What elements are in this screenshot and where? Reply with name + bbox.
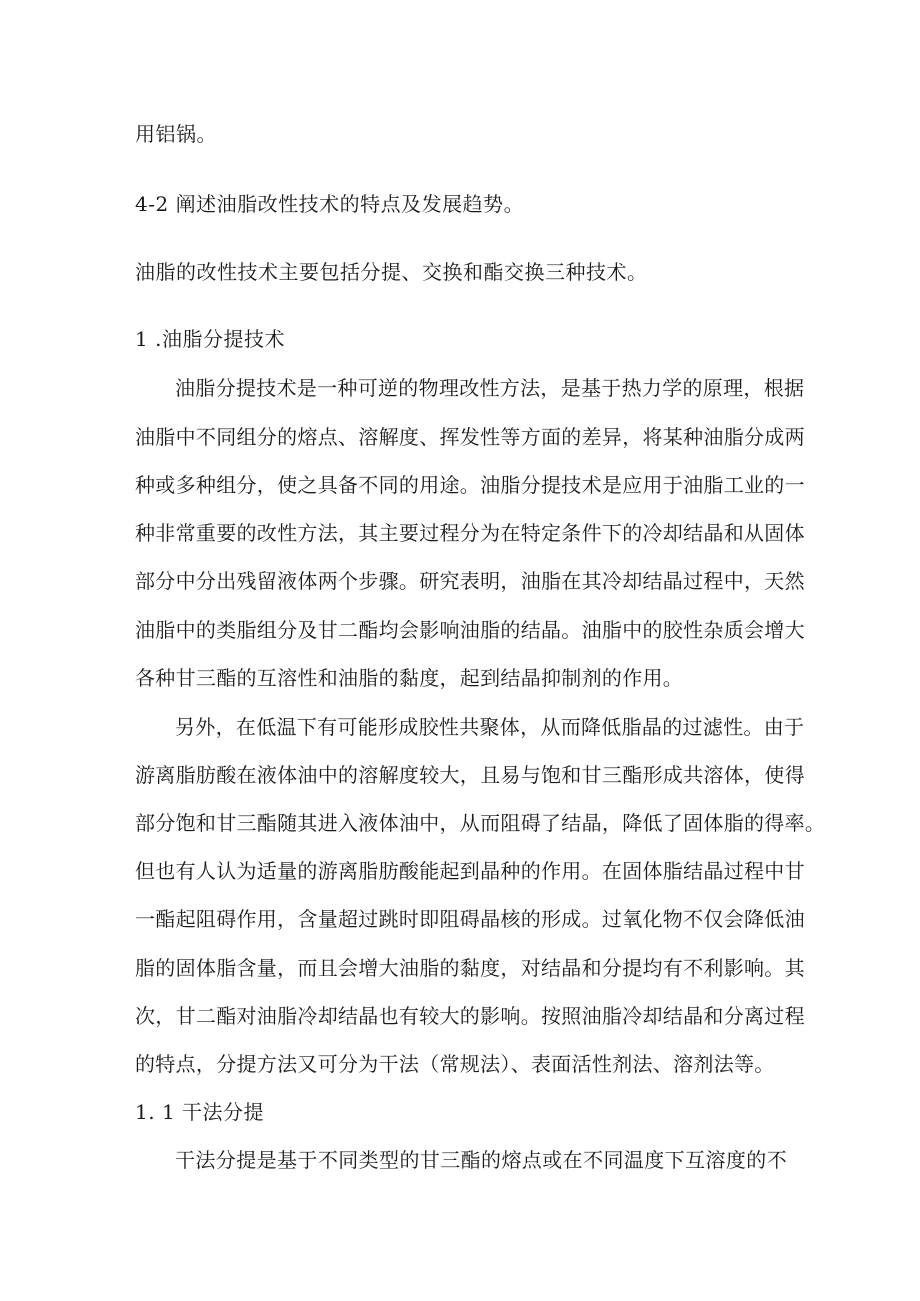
section-1-1-heading: 1. 1 干法分提 [135, 1100, 265, 1124]
paragraph-1-line: 各种甘三酯的互溶性和油脂的黏度，起到结晶抑制剂的作用。 [135, 666, 684, 690]
paragraph-1-line: 油脂中不同组分的熔点、溶解度、挥发性等方面的差异，将某种油脂分成两 [135, 425, 805, 449]
paragraph-2-line: 脂的固体脂含量，而且会增大油脂的黏度，对结晶和分提均有不利影响。其 [135, 956, 805, 980]
paragraph-2-line: 次，甘二酯对油脂冷却结晶也有较大的影响。按照油脂冷却结晶和分离过程 [135, 1004, 805, 1028]
paragraph-2-line: 一酯起阻碍作用，含量超过跳时即阻碍晶核的形成。过氧化物不仅会降低油 [135, 907, 805, 931]
paragraph-3-line: 干法分提是基于不同类型的甘三酯的熔点或在不同温度下互溶度的不 [175, 1148, 787, 1172]
paragraph-1-line: 油脂分提技术是一种可逆的物理改性方法，是基于热力学的原理，根据 [175, 376, 805, 400]
paragraph-2-line: 另外，在低温下有可能形成胶性共聚体，从而降低脂晶的过滤性。由于 [175, 715, 805, 739]
paragraph-2-line: 部分饱和甘三酯随其进入液体油中，从而阻碍了结晶，降低了固体脂的得率。 [135, 811, 826, 835]
question-heading: 4-2 阐述油脂改性技术的特点及发展趋势。 [135, 192, 525, 216]
paragraph-2-line: 的特点，分提方法又可分为干法（常规法）、表面活性剂法、溶剂法等。 [135, 1052, 775, 1076]
paragraph-1-line: 种非常重要的改性方法，其主要过程分为在特定条件下的冷却结晶和从固体 [135, 521, 805, 545]
paragraph-1-line: 部分中分出残留液体两个步骤。研究表明，油脂在其冷却结晶过程中，天然 [135, 569, 805, 593]
paragraph-1-line: 油脂中的类脂组分及甘二酯均会影响油脂的结晶。油脂中的胶性杂质会增大 [135, 618, 805, 642]
paragraph-1-line: 种或多种组分，使之具备不同的用途。油脂分提技术是应用于油脂工业的一 [135, 473, 805, 497]
summary-line: 油脂的改性技术主要包括分提、交换和酯交换三种技术。 [135, 260, 648, 284]
paragraph-2-line: 游离脂肪酸在液体油中的溶解度较大，且易与饱和甘三酯形成共溶体，使得 [135, 763, 805, 787]
intro-line: 用铝锅。 [135, 122, 217, 146]
paragraph-2-line: 但也有人认为适量的游离脂肪酸能起到晶种的作用。在固体脂结晶过程中甘 [135, 859, 805, 883]
section-1-heading: 1 .油脂分提技术 [135, 327, 285, 351]
